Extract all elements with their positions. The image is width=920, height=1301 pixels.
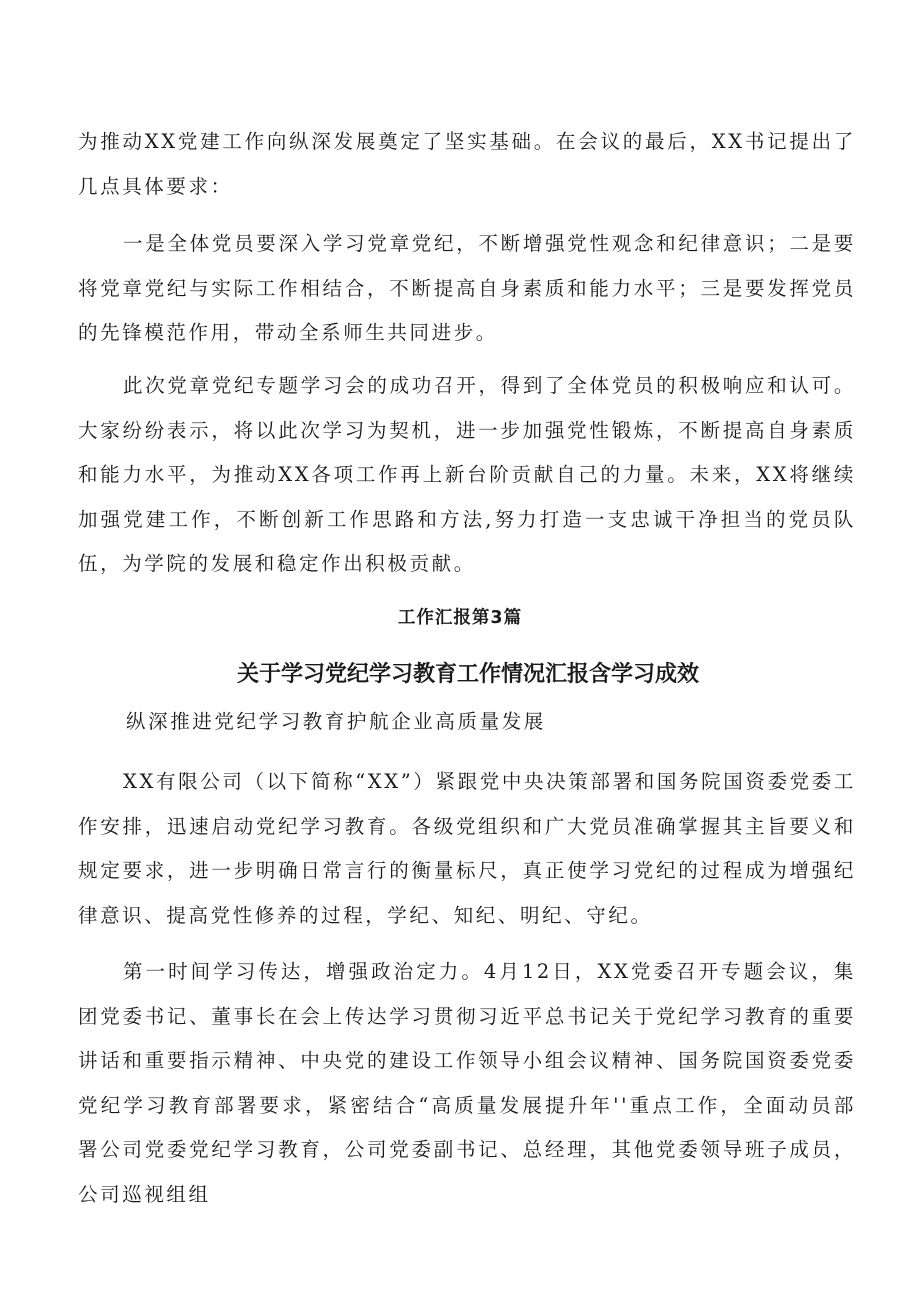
paragraph-first-time-study: 第一时间学习传达，增强政治定力。4月12日，XX党委召开专题会议，集团党委书记、董事长在会上传达学习贯彻习近平总书记关于党纪学习教育的重要讲话和重要指示精神、中央党的建设工作领导小组会议精神、国务院国资委党委党纪学习教育部署要求，紧密结合“高质量发展提升年''重点工作，全面动员部署公司党委党纪学习教育，公司党委副书记、总经理，其他党委领导班子成员，公司巡视组组 — [78, 960, 856, 1206]
paragraph-company-overview: XX有限公司（以下简称“XX”）紧跟党中央决策部署和国务院国资委党委工作安排，迅速启动党纪学习教育。各级党组织和广大党员准确掌握其主旨要义和规定要求，进一步明确日常言行的衡量标尺，真正使学习党纪的过程成为增强纪律意识、提高党性修养的过程，学纪、知纪、明纪、守纪。 — [78, 770, 856, 927]
section-heading: 工作汇报第3篇 — [397, 608, 523, 628]
paragraph-requirements: 一是全体党员要深入学习党章党纪，不断增强党性观念和纪律意识；二是要将党章党纪与实际工作相结合，不断提高自身素质和能力水平；三是要发挥党员的先锋模范作用，带动全系师生共同进步。 — [78, 232, 856, 344]
paragraph-intro-continuation: 为推动XX党建工作向纵深发展奠定了坚实基础。在会议的最后，XX书记提出了几点具体要求： — [78, 130, 856, 198]
article-subtitle: 纵深推进党纪学习教育护航企业高质量发展 — [126, 710, 546, 733]
paragraph-meeting-summary: 此次党章党纪专题学习会的成功召开，得到了全体党员的积极响应和认可。大家纷纷表示，将以此次学习为契机，进一步加强党性锻炼，不断提高自身素质和能力水平，为推动XX各项工作再上新台阶贡献自己的力量。未来，XX将继续加强党建工作，不断创新工作思路和方法,努力打造一支忠诚干净担当的党员队伍，为学院的发展和稳定作出积极贡献。 — [78, 374, 856, 575]
article-title: 关于学习党纪学习教育工作情况汇报含学习成效 — [236, 662, 699, 687]
